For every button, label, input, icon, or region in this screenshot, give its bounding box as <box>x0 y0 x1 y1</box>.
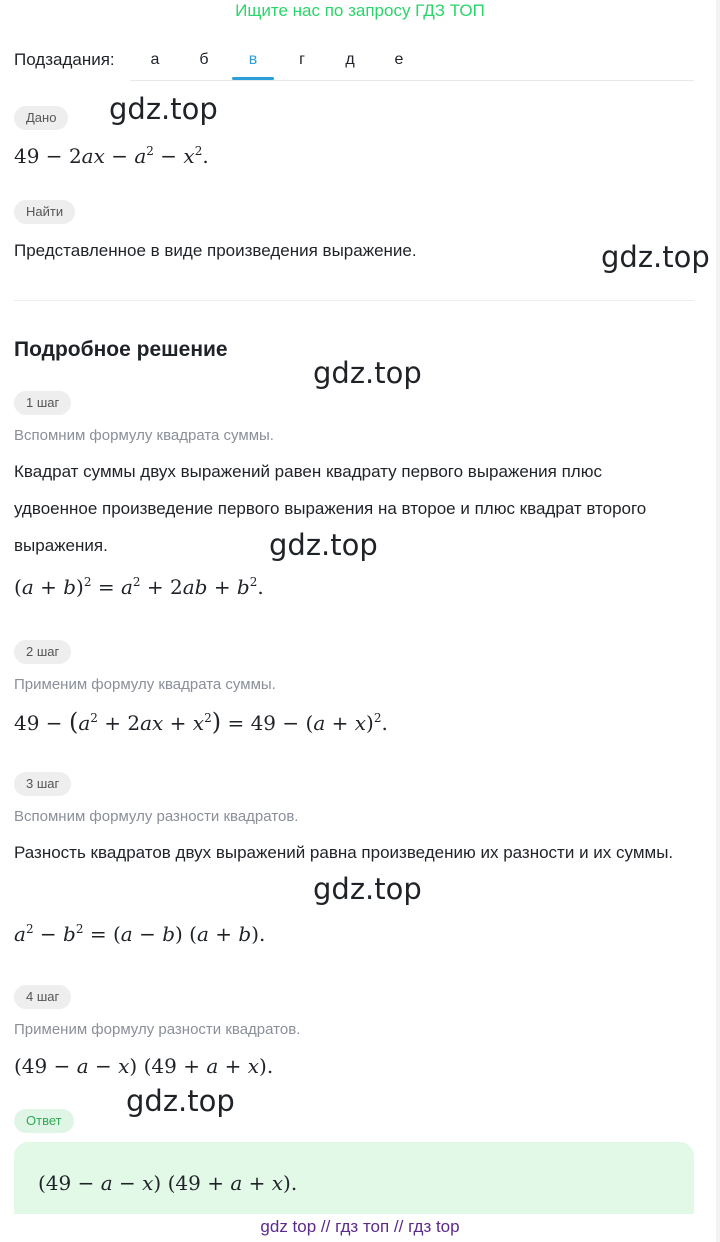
step-3-formula: $a^2 - b^2 = (a - b) (a + b)$. <box>14 922 266 946</box>
tabs-divider <box>130 80 694 81</box>
step-1-chip: 1 шаг <box>14 391 71 415</box>
step-1-hint: Вспомним формулу квадрата суммы. <box>14 427 274 444</box>
find-text: Представленное в виде произведения выражение. <box>14 241 417 260</box>
answer-chip: Ответ <box>14 1109 74 1133</box>
step-4-chip: 4 шаг <box>14 985 71 1009</box>
given-chip: Дано <box>14 106 68 130</box>
given-expression: $49 - 2ax - a^2 - x^2$. <box>14 144 209 168</box>
step-3-text: Разность квадратов двух выражений равна произведению их разности и их суммы. <box>14 843 674 862</box>
step-2-formula: $49 - (a^2 + 2ax + x^2) = 49 - (a + x)^2$. <box>14 708 388 736</box>
tab-g[interactable]: г <box>299 51 305 68</box>
watermark: gdz.top <box>313 872 422 906</box>
step-4-hint: Применим формулу разности квадратов. <box>14 1021 301 1038</box>
footer-links[interactable]: gdz top // гдз топ // гдз top <box>0 1214 720 1242</box>
watermark: gdz.top <box>126 1084 235 1118</box>
subtasks-label: Подзадания: <box>14 50 115 69</box>
tab-b[interactable]: б <box>199 51 209 68</box>
step-1-text: Квадрат суммы двух выражений равен квадрату первого выражения плюс удвоенное произведение первого выражения на второе и плюс квадрат второго выражения. <box>14 462 647 555</box>
scrollbar-track[interactable] <box>716 0 720 1242</box>
watermark: gdz.top <box>109 92 218 126</box>
tab-e[interactable]: е <box>394 51 404 68</box>
watermark: gdz.top <box>269 528 378 562</box>
tab-v[interactable]: в <box>232 40 274 80</box>
solution-title: Подробное решение <box>14 338 228 361</box>
step-3-chip: 3 шаг <box>14 772 71 796</box>
answer-formula: (49 − a − x) (49 + a + x). <box>38 1171 298 1195</box>
tab-d[interactable]: д <box>345 51 355 68</box>
step-1-formula: $(a + b)^2 = a^2 + 2ab + b^2$. <box>14 575 264 599</box>
tab-a[interactable]: а <box>150 51 160 68</box>
step-3-hint: Вспомним формулу разности квадратов. <box>14 808 299 825</box>
step-4-formula: (49 − a − x) (49 + a + x). <box>14 1054 274 1078</box>
step-2-hint: Применим формулу квадрата суммы. <box>14 676 276 693</box>
watermark: gdz.top <box>601 240 710 274</box>
section-divider <box>14 300 694 301</box>
step-2-chip: 2 шаг <box>14 640 71 664</box>
find-chip: Найти <box>14 200 75 224</box>
watermark: gdz.top <box>313 356 422 390</box>
search-banner: Ищите нас по запросу ГДЗ ТОП <box>235 1 485 20</box>
